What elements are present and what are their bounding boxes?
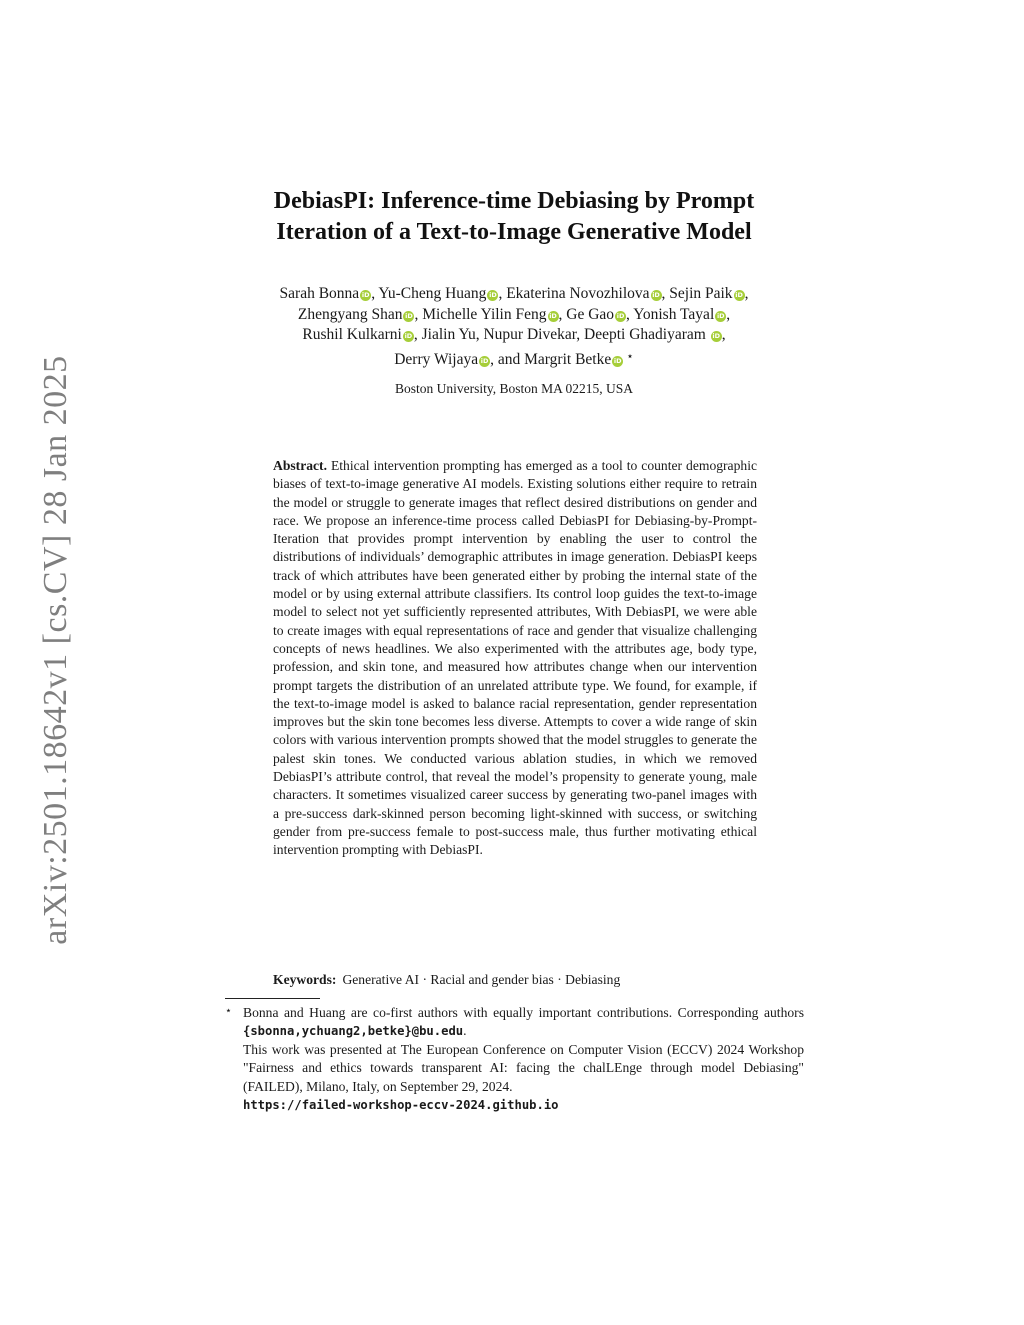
corresponding-emails[interactable]: {sbonna,ychuang2,betke}@bu.edu	[243, 1024, 464, 1039]
author-name: Yonish Tayal	[633, 305, 715, 323]
footnote-divider	[225, 998, 320, 999]
orcid-icon[interactable]: iD	[480, 356, 489, 365]
author-name: Sarah Bonna	[279, 285, 360, 302]
author-line-2: Zhengyang Shan iD , Michelle Yilin Feng iD , Ge Gao iD , Yonish Tayal iD ,	[297, 305, 731, 323]
title-line-1: DebiasPI: Inference-time Debiasing by Prompt	[273, 188, 755, 214]
orcid-icon[interactable]: iD	[716, 311, 725, 320]
orcid-icon[interactable]: iD	[489, 291, 497, 299]
author-name: Zhengyang Shan	[297, 305, 403, 323]
workshop-url-link[interactable]: https://failed-workshop-eccv-2024.github.io	[243, 1098, 559, 1113]
author-name: Michelle Yilin Feng	[422, 305, 547, 323]
title-line-2: Iteration of a Text-to-Image Generative Model	[276, 219, 752, 245]
footnote-authors-note: Bonna and Huang are co-first authors with equally important contributions. Corresponding authors {sbonna,ychuang2,betke}@bu.edu.	[243, 1005, 804, 1039]
author-line-4: Derry Wijaya iD , and Margrit Betke iD ⋆	[394, 348, 634, 368]
keywords-text: Generative AI · Racial and gender bias · Debiasing	[342, 972, 621, 987]
author-name: Margrit Betke	[524, 350, 612, 368]
author-name: Deepti Ghadiyaram	[584, 326, 706, 343]
arxiv-identifier-stamp: arXiv:2501.18642v1 [cs.CV] 28 Jan 2025	[37, 355, 74, 945]
orcid-icon[interactable]: iD	[616, 311, 625, 320]
orcid-icon[interactable]: iD	[735, 291, 743, 299]
footnote-workshop-note: This work was presented at The European Conference on Computer Vision (ECCV) 2024 Workshop "Fairness and ethics towards transparent AI: facing the chalLEnge through model Debiasing" (FAILED), Milano, Italy, on September 29, 2024.	[243, 1041, 804, 1094]
abstract-text: Ethical intervention prompting has emerged as a tool to counter demographic biases of text-to-image generative AI models. Existing solutions either require to retrain the model or struggle to generate images that reflect desired distributions on gender and race. We propose an inference-time process called DebiasPI for Debiasing-by-Prompt-Iteration that provides prompt intervention by enabling the user to control the distributions of individuals’ demographic attributes in image generation. DebiasPI keeps track of which attributes have been generated either by probing the internal state of the model or by using external attribute classifiers. Its control loop guides the text-to-image model to select not yet sufficiently represented attributes, With DebiasPI, we were able to create images with equal representations of race and gender that visualize challenging concepts of news headlines. We also experimented with the attributes age, body type, profession, and skin tone, and measured how attributes change when our intervention prompt targets the distribution of an unrelated attribute type. We found, for example, if the text-to-image model is asked to balance racial representation, gender representation improves but the skin tone becomes less diverse. Attempts to cover a wide range of skin colors with various intervention prompts showed that the model struggles to generate the palest skin tones. We conducted various ablation studies, in which we removed DebiasPI’s attribute control, that reveal the model’s propensity to generate young, male characters. It sometimes visualized career success by generating two-panel images with a pre-success dark-skinned person becoming light-skinned with success, or switching gender from pre-success female to post-success male, thus further motivating ethical intervention prompting with DebiasPI.	[273, 458, 757, 858]
orcid-icon[interactable]: iD	[613, 356, 622, 365]
author-name: Yu-Cheng Huang	[378, 285, 487, 302]
author-name: Ekaterina Novozhilova	[506, 285, 650, 302]
author-name: Ge Gao	[566, 305, 615, 323]
author-name: Sejin Paik	[669, 285, 733, 302]
keywords-label: Keywords:	[273, 972, 337, 987]
orcid-icon[interactable]: iD	[404, 332, 413, 340]
author-list	[200, 284, 828, 370]
author-line-1: Sarah Bonna iD , Yu-Cheng Huang iD , Ekaterina Novozhilova iD , Sejin Paik iD ,	[279, 285, 749, 302]
author-name: Derry Wijaya	[394, 350, 479, 368]
keywords	[273, 972, 757, 988]
orcid-icon[interactable]: iD	[549, 311, 557, 320]
author-line-3: Rushil Kulkarni iD , Jialin Yu, Nupur Divekar, Deepti Ghadiyaram iD ,	[302, 326, 726, 343]
orcid-icon[interactable]: iD	[652, 291, 660, 299]
author-name: Jialin Yu	[421, 326, 476, 343]
orcid-icon[interactable]: iD	[405, 311, 413, 320]
orcid-icon[interactable]: iD	[712, 332, 721, 340]
abstract-label: Abstract.	[273, 458, 327, 473]
author-name: Rushil Kulkarni	[302, 326, 402, 343]
paper-title	[200, 186, 828, 248]
orcid-icon[interactable]: iD	[361, 291, 370, 299]
footnote	[225, 1004, 804, 1114]
affiliation: Boston University, Boston MA 02215, USA	[394, 381, 634, 396]
abstract	[273, 457, 757, 860]
footnote-mark: ⋆	[225, 1005, 232, 1017]
corresponding-author-star: ⋆	[626, 348, 634, 363]
author-name: Nupur Divekar	[483, 326, 577, 343]
